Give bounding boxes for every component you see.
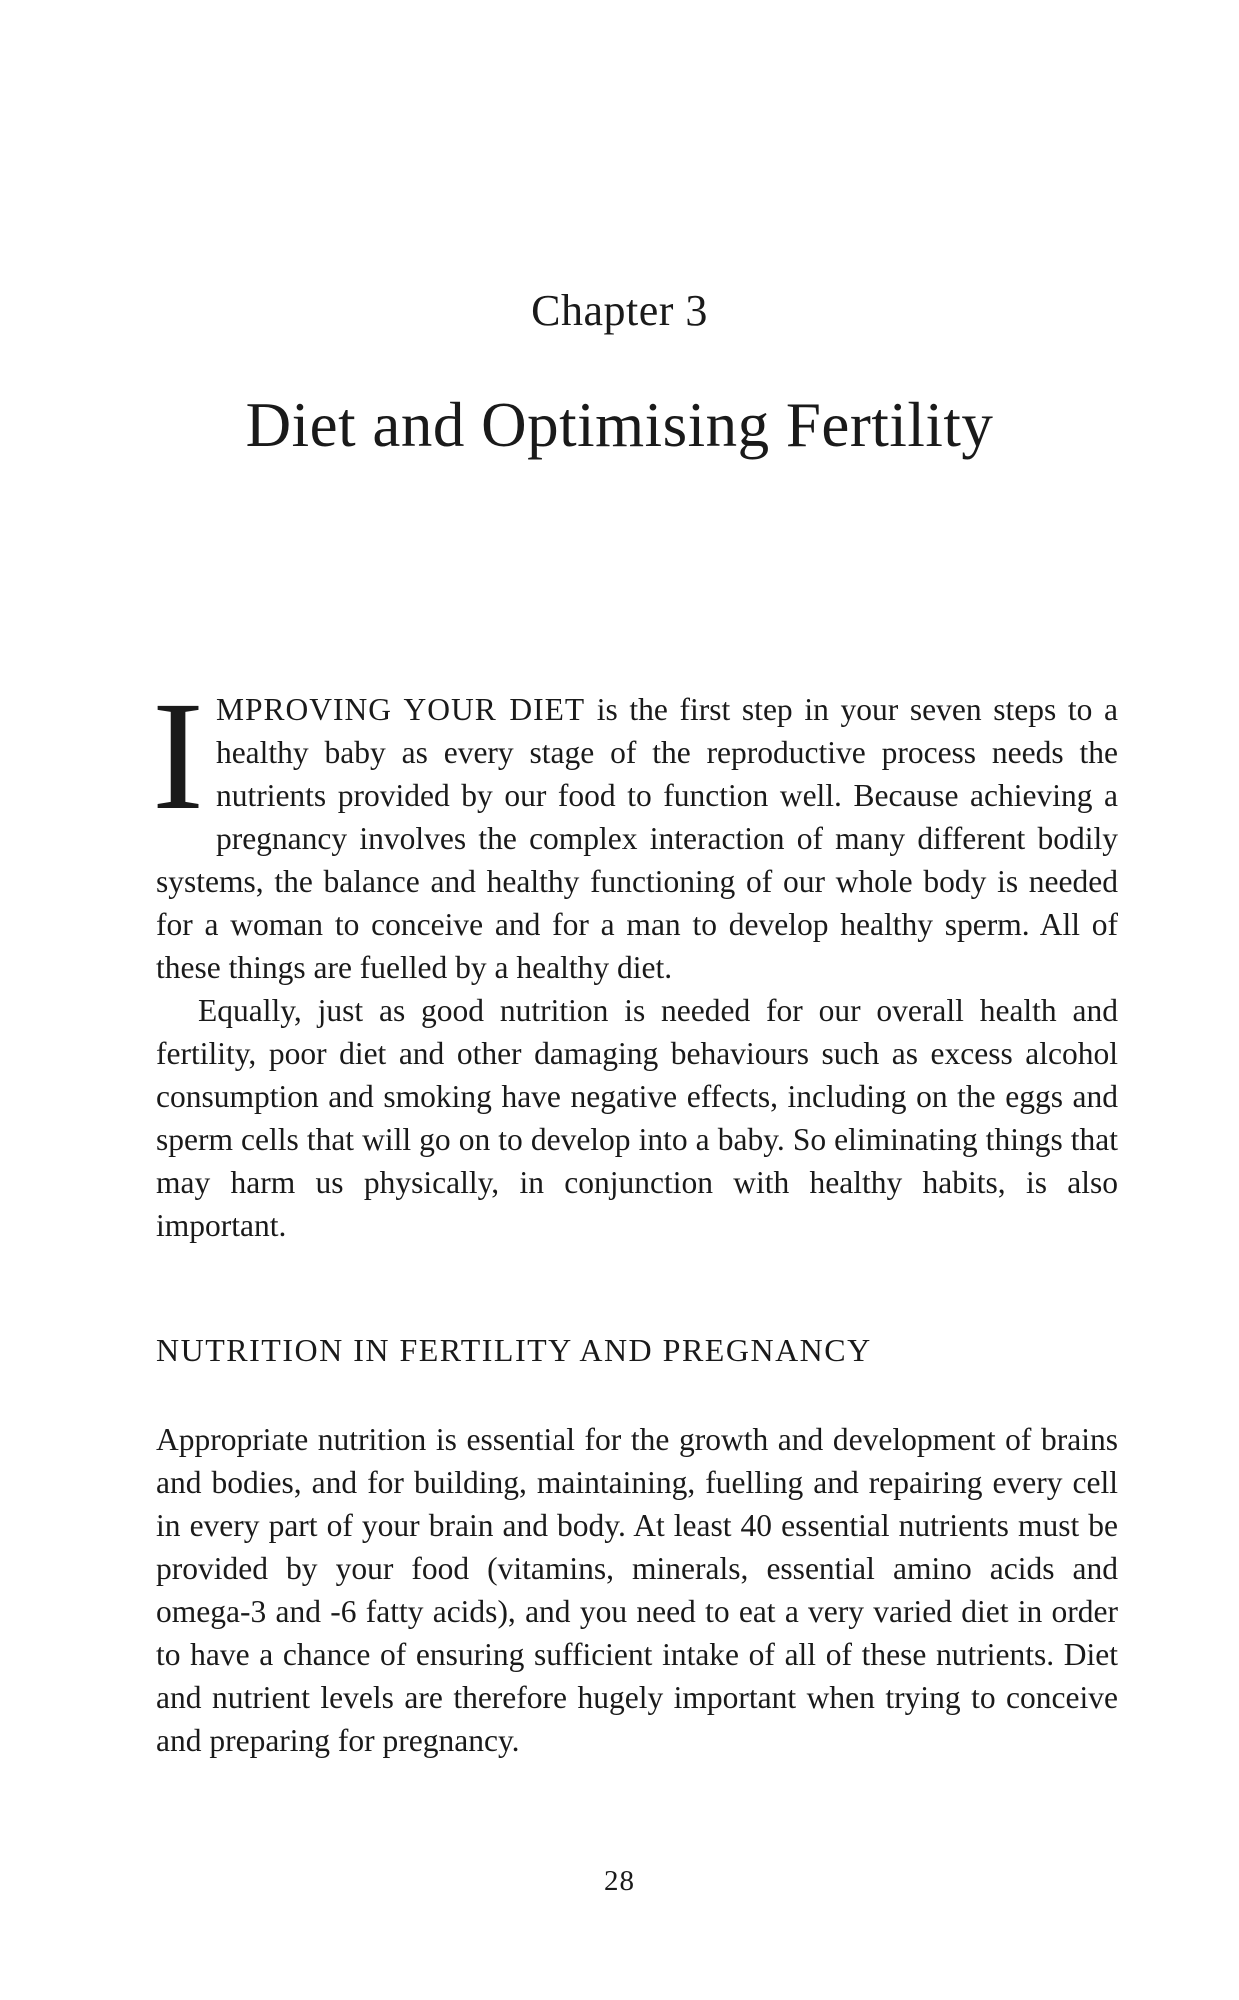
section-heading: NUTRITION IN FERTILITY AND PREGNANCY bbox=[156, 1332, 872, 1368]
intro-paragraph-1-text: is the first step in your seven steps to a healthy baby as every stage of the reproductive process needs the nutrients provided by our food to function well. Because achieving a pregnancy involves the complex interaction of many different bodily systems, the balance and healthy functioning of our whole body is needed for a woman to conceive and for a man to develop healthy sperm. All of these things are fuelled by a healthy diet. bbox=[156, 692, 1119, 985]
chapter-label: Chapter 3 bbox=[531, 286, 708, 335]
intro-section bbox=[152, 669, 1119, 1247]
lead-in-smallcaps: MPROVING YOUR DIET bbox=[215, 692, 586, 727]
chapter-title: Diet and Optimising Fertility bbox=[245, 390, 994, 460]
section-body bbox=[156, 1418, 1118, 1762]
intro-paragraph-1 bbox=[152, 669, 1119, 989]
drop-cap: I bbox=[152, 669, 204, 842]
page-number: 28 bbox=[604, 1865, 635, 1897]
intro-paragraph-2: Equally, just as good nutrition is needed for our overall health and fertility, poor diet and other damaging behaviours such as excess alcohol consumption and smoking have negative effects, including on the eggs and sperm cells that will go on to develop into a baby. So eliminating things that may harm us physically, in conjunction with healthy habits, is also important. bbox=[156, 993, 1118, 1243]
section-paragraph: Appropriate nutrition is essential for the growth and development of brains and bodies, and for building, maintaining, fuelling and repairing every cell in every part of your brain and body. At least 40 essential nutrients must be provided by your food (vitamins, minerals, essential amino acids and omega-3 and -6 fatty acids), and you need to eat a very varied diet in order to have a chance of ensuring sufficient intake of all of these nutrients. Diet and nutrient levels are therefore hugely important when trying to conceive and preparing for pregnancy. bbox=[156, 1422, 1118, 1758]
